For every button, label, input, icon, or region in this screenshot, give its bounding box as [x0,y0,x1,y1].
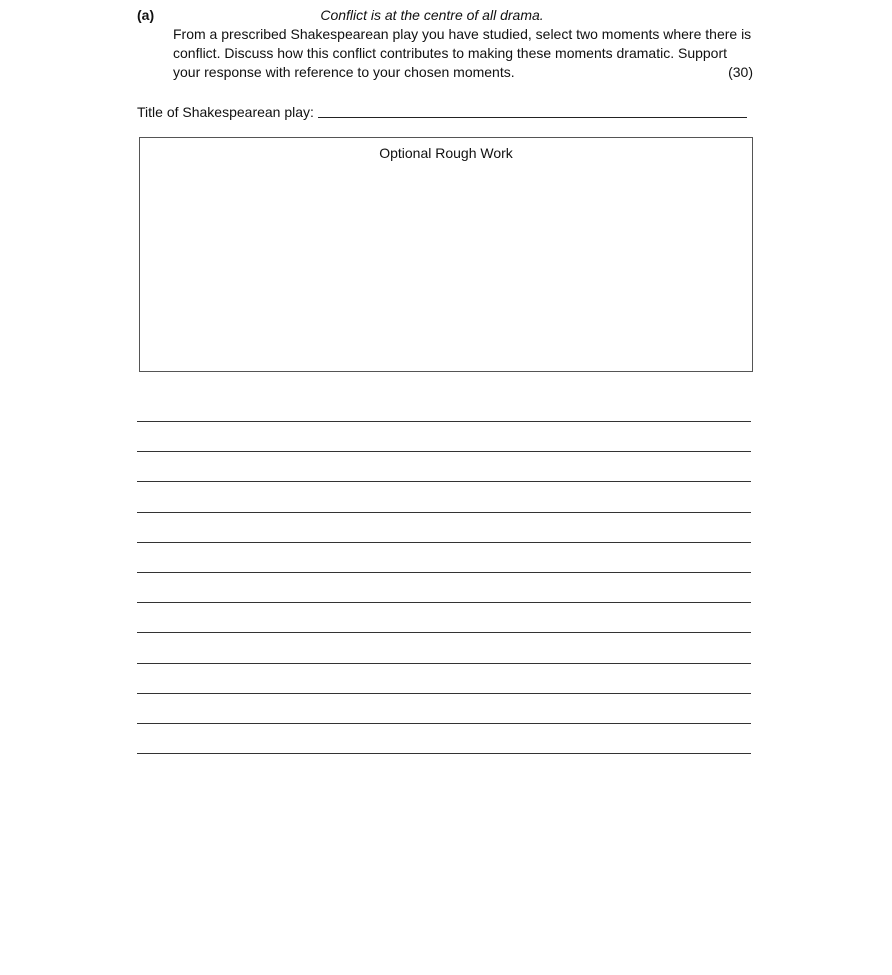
question-marks: (30) [728,64,753,80]
answer-line[interactable] [137,663,751,693]
answer-line[interactable] [137,421,751,451]
rough-work-label: Optional Rough Work [379,145,513,161]
answer-line[interactable] [137,512,751,542]
question-prompt-line-1: From a prescribed Shakespearean play you have studied, select two moments where there is [173,26,752,42]
question-prompt-line-2: conflict. Discuss how this conflict contributes to making these moments dramatic. Support [173,45,728,61]
answer-line[interactable] [137,632,751,662]
play-title-label: Title of Shakespearean play: [137,104,314,120]
question-label: (a) [137,7,155,23]
answer-line[interactable] [137,753,751,783]
rough-work-box[interactable] [139,137,753,372]
answer-line[interactable] [137,481,751,511]
answer-line[interactable] [137,723,751,753]
play-title-input[interactable] [318,101,747,118]
answer-line[interactable] [137,602,751,632]
play-title-row [137,101,747,121]
question-prompt-line-3: your response with reference to your chosen moments. [173,64,515,80]
answer-lines[interactable] [137,421,751,783]
answer-line[interactable] [137,451,751,481]
answer-line[interactable] [137,572,751,602]
answer-line[interactable] [137,542,751,572]
question-epigraph: Conflict is at the centre of all drama. [320,7,544,23]
answer-line[interactable] [137,693,751,723]
